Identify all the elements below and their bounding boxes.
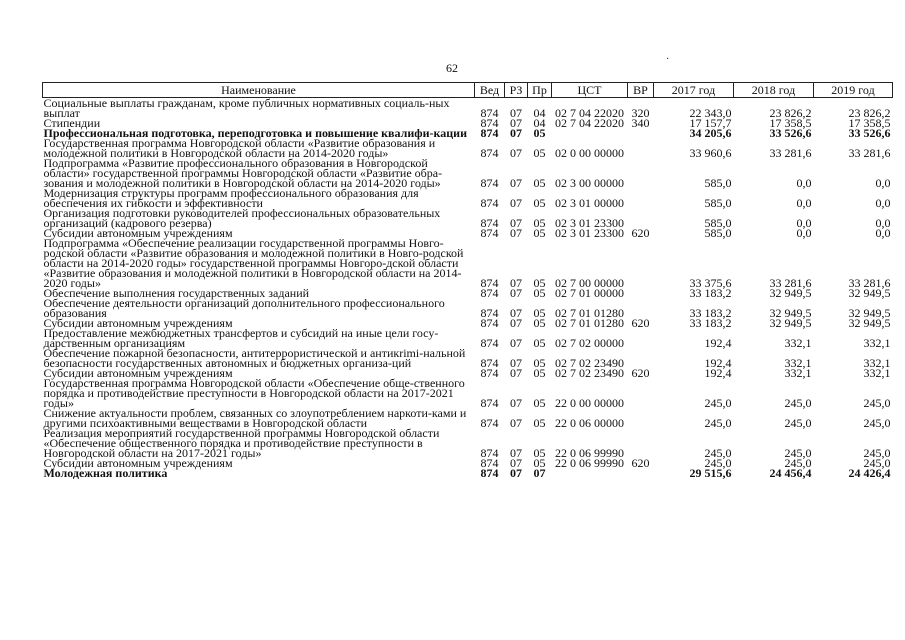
row-ved: 874	[480, 216, 499, 230]
row-2019: 245,0	[863, 456, 891, 470]
row-cst: 02 3 01 00000	[555, 196, 624, 210]
row-pr: 05	[533, 146, 546, 160]
row-2017: 192,4	[704, 366, 732, 380]
row-name: Снижение актуальности проблем, связанных со злоупотреблением наркоти-ками и другими психоактивными веществами в Новгородской области	[43, 406, 467, 430]
row-pr: 05	[533, 286, 546, 300]
row-ved: 874	[480, 316, 499, 330]
row-vr	[628, 238, 654, 288]
header-2017: 2017 год	[654, 83, 734, 98]
table-row	[43, 138, 893, 158]
row-pr: 05	[533, 196, 546, 210]
row-name: Подпрограмма «Развитие профессионального образования в Новгородской области» государственной программы Новгородской области «Развитие обра-зования и молодежной политики в Новгородской области на 2014-2020 годы»	[43, 156, 443, 190]
row-2019: 32 949,5	[848, 306, 891, 320]
row-2017: 585,0	[704, 226, 732, 240]
row-pr: 05	[533, 396, 546, 410]
row-2017: 33 183,2	[689, 306, 732, 320]
row-2019: 32 949,5	[848, 286, 891, 300]
row-vr	[628, 428, 654, 458]
row-2019: 33 526,6	[848, 126, 891, 140]
table-row	[43, 158, 893, 188]
row-cst: 02 3 01 23300	[555, 226, 624, 240]
row-2017: 17 157,7	[689, 116, 732, 130]
row-rz: 07	[510, 286, 522, 300]
row-rz: 07	[510, 196, 522, 210]
row-pr: 05	[533, 446, 546, 460]
row-2019: 332,1	[863, 366, 891, 380]
row-cst: 22 0 06 00000	[555, 416, 624, 430]
table-row	[43, 348, 893, 368]
row-2018: 33 281,6	[769, 146, 812, 160]
row-vr: 340	[631, 116, 650, 130]
row-vr	[628, 138, 654, 158]
row-rz: 07	[510, 456, 522, 470]
row-cst: 02 7 02 00000	[555, 336, 624, 350]
row-rz: 07	[510, 366, 522, 380]
row-name: Обеспечение деятельности организаций дополнительного профессионального образования	[43, 296, 445, 320]
row-cst: 02 7 01 00000	[555, 286, 624, 300]
row-ved: 874	[480, 126, 499, 140]
row-pr: 05	[533, 216, 546, 230]
row-cst: 02 7 02 23490	[555, 356, 624, 370]
row-ved: 874	[480, 286, 499, 300]
row-2018: 0,0	[796, 226, 812, 240]
page-number: 62	[446, 61, 458, 75]
table-row	[43, 208, 893, 228]
row-vr	[628, 158, 654, 188]
row-cst: 02 3 00 00000	[555, 176, 624, 190]
row-name: Государственная программа Новгородской области «Обеспечение обще-ственного порядка и противодействие преступности в Новгородской области на 2017-2021 годы»	[43, 376, 465, 410]
row-ved: 874	[480, 306, 499, 320]
row-name: Субсидии автономным учреждениям	[43, 366, 233, 380]
row-name: Субсидии автономным учреждениям	[43, 316, 233, 330]
table-row	[43, 428, 893, 458]
row-pr: 05	[533, 276, 546, 290]
row-rz: 07	[510, 446, 522, 460]
row-vr	[628, 288, 654, 298]
row-cst: 22 0 00 00000	[555, 396, 624, 410]
row-2019: 332,1	[863, 336, 891, 350]
row-ved: 874	[480, 106, 499, 120]
row-name: Социальные выплаты гражданам, кроме публичных нормативных социаль-ных выплат	[43, 96, 450, 120]
row-ved: 874	[480, 146, 499, 160]
row-2018: 332,1	[784, 366, 812, 380]
row-ved: 874	[480, 446, 499, 460]
row-pr: 05	[533, 356, 546, 370]
row-vr	[628, 208, 654, 228]
row-2017: 585,0	[704, 176, 732, 190]
header-ved: Вед	[475, 83, 505, 98]
row-pr: 05	[533, 306, 546, 320]
header-2019: 2019 год	[814, 83, 893, 98]
row-cst: 02 3 01 23300	[555, 216, 624, 230]
row-ved: 874	[480, 226, 499, 240]
row-2017: 29 515,6	[689, 466, 732, 480]
row-2019: 33 281,6	[848, 276, 891, 290]
row-2018: 24 456,4	[769, 466, 812, 480]
row-ved: 874	[480, 276, 499, 290]
row-cst: 02 7 04 22020	[555, 106, 624, 120]
row-2019: 33 281,6	[848, 146, 891, 160]
row-ved: 874	[480, 356, 499, 370]
row-name: Субсидии автономным учреждениям	[43, 456, 233, 470]
row-2017: 22 343,0	[689, 106, 732, 120]
row-pr: 05	[533, 226, 546, 240]
row-vr: 620	[631, 456, 650, 470]
table-row	[43, 98, 893, 119]
row-ved: 874	[480, 366, 499, 380]
row-2018: 32 949,5	[769, 306, 812, 320]
row-rz: 07	[510, 146, 522, 160]
header-vr: ВР	[628, 83, 654, 98]
row-ved: 874	[480, 336, 499, 350]
row-ved: 874	[480, 396, 499, 410]
row-2019: 245,0	[863, 396, 891, 410]
row-name: Организация подготовки руководителей профессиональных образовательных организаций (кадрового резерва)	[43, 206, 441, 230]
row-2017: 585,0	[704, 196, 732, 210]
header-rz: РЗ	[505, 83, 528, 98]
row-2017: 33 375,6	[689, 276, 732, 290]
row-vr	[628, 378, 654, 408]
row-rz: 07	[510, 106, 522, 120]
row-name: Обеспечение выполнения государственных заданий	[43, 286, 310, 300]
row-ved: 874	[480, 196, 499, 210]
row-2018: 245,0	[784, 446, 812, 460]
header-pr: Пр	[528, 83, 552, 98]
row-pr: 04	[533, 116, 546, 130]
row-2018: 245,0	[784, 416, 812, 430]
row-2019: 23 826,2	[848, 106, 891, 120]
row-2018: 245,0	[784, 396, 812, 410]
row-name: Профессиональная подготовка, переподготовка и повышение квалифи-кации	[43, 126, 467, 140]
table-row	[43, 328, 893, 348]
row-name: Предоставление межбюджетных трансфертов и субсидий на иные цели госу-дарственным организациям	[43, 326, 439, 350]
row-2018: 32 949,5	[769, 316, 812, 330]
row-name: Реализация мероприятий государственной программы Новгородской области «Обеспечение общественного порядка и противодействие преступности в Новгородской области на 2017-2021 годы»	[43, 426, 440, 460]
row-cst: 02 7 02 23490	[555, 366, 624, 380]
table-row	[43, 408, 893, 428]
row-vr: 320	[631, 106, 650, 120]
row-rz: 07	[510, 336, 522, 350]
row-2018: 33 526,6	[769, 126, 812, 140]
row-pr: 05	[533, 456, 546, 470]
row-ved: 874	[480, 456, 499, 470]
row-2017: 192,4	[704, 336, 732, 350]
row-2019: 24 426,4	[848, 466, 891, 480]
row-cst: 02 7 04 22020	[555, 116, 624, 130]
row-name: Субсидии автономным учреждениям	[43, 226, 233, 240]
row-rz: 07	[510, 416, 522, 430]
row-vr	[628, 328, 654, 348]
row-vr	[628, 188, 654, 208]
row-pr: 05	[533, 126, 546, 140]
row-2018: 23 826,2	[769, 106, 812, 120]
row-rz: 07	[510, 226, 522, 240]
row-rz: 07	[510, 316, 522, 330]
row-name: Модернизация структуры программ профессионального образования для обеспечения их гибкости и эффективности	[43, 186, 419, 210]
row-2018: 0,0	[796, 216, 812, 230]
row-cst: 22 0 06 99990	[555, 446, 624, 460]
row-name: Государственная программа Новгородской области «Развитие образования и молодежной политики в Новгородской области на 2014-2020 годы»	[43, 136, 436, 160]
row-2019: 32 949,5	[848, 316, 891, 330]
budget-table	[42, 82, 893, 478]
row-ved: 874	[480, 176, 499, 190]
row-pr: 05	[533, 176, 546, 190]
row-pr: 05	[533, 336, 546, 350]
row-pr: 05	[533, 416, 546, 430]
row-name: Подпрограмма «Обеспечение реализации государственной программы Новго-родской области «Развитие образования и молодежной политики в Новго-родской области на 2014-2020 годы» государственной программы Новгоро-дской области «Развитие образования и молодежной политики в Новгородской области на 2014-2020 годы»	[43, 236, 464, 290]
row-rz: 07	[510, 176, 522, 190]
row-2019: 245,0	[863, 416, 891, 430]
row-2018: 332,1	[784, 356, 812, 370]
row-2019: 332,1	[863, 356, 891, 370]
row-pr: 05	[533, 316, 546, 330]
row-cst: 22 0 06 99990	[555, 456, 624, 470]
row-cst: 02 7 01 01280	[555, 306, 624, 320]
row-pr: 07	[533, 466, 546, 480]
row-rz: 07	[510, 356, 522, 370]
header-name: Наименование	[43, 83, 475, 98]
row-pr: 05	[533, 366, 546, 380]
row-2018: 245,0	[784, 456, 812, 470]
row-name: Молодежная политика	[43, 466, 168, 480]
row-vr	[628, 348, 654, 368]
row-2018: 17 358,5	[769, 116, 812, 130]
row-2017: 245,0	[704, 446, 732, 460]
page-mark: ·	[666, 54, 670, 65]
row-2017: 33 960,6	[689, 146, 732, 160]
row-2018: 0,0	[796, 196, 812, 210]
row-rz: 07	[510, 276, 522, 290]
row-2017: 245,0	[704, 456, 732, 470]
row-2019: 0,0	[875, 196, 891, 210]
row-2018: 0,0	[796, 176, 812, 190]
row-pr: 04	[533, 106, 546, 120]
row-2019: 245,0	[863, 446, 891, 460]
row-vr	[628, 408, 654, 428]
row-2017: 33 183,2	[689, 316, 732, 330]
row-rz: 07	[510, 306, 522, 320]
row-cst: 02 7 00 00000	[555, 276, 624, 290]
row-cst: 02 0 00 00000	[555, 146, 624, 160]
row-2018: 33 281,6	[769, 276, 812, 290]
row-2017: 192,4	[704, 356, 732, 370]
row-rz: 07	[510, 396, 522, 410]
row-rz: 07	[510, 116, 522, 130]
table-row	[43, 238, 893, 288]
table-row	[43, 188, 893, 208]
row-2017: 245,0	[704, 396, 732, 410]
row-ved: 874	[480, 116, 499, 130]
row-2019: 0,0	[875, 216, 891, 230]
table-row	[43, 298, 893, 318]
row-rz: 07	[510, 126, 522, 140]
row-2017: 34 205,6	[689, 126, 732, 140]
row-cst: 02 7 01 01280	[555, 316, 624, 330]
row-name: Стипендии	[43, 116, 101, 130]
row-ved: 874	[480, 466, 499, 480]
row-2018: 332,1	[784, 336, 812, 350]
header-2018: 2018 год	[734, 83, 814, 98]
row-vr: 620	[631, 316, 650, 330]
row-2017: 585,0	[704, 216, 732, 230]
header-cst: ЦСТ	[552, 83, 628, 98]
row-rz: 07	[510, 466, 522, 480]
row-2018: 32 949,5	[769, 286, 812, 300]
table-row	[43, 458, 893, 468]
row-2019: 0,0	[875, 176, 891, 190]
row-2017: 33 183,2	[689, 286, 732, 300]
row-vr: 620	[631, 366, 650, 380]
row-vr: 620	[631, 226, 650, 240]
row-2019: 0,0	[875, 226, 891, 240]
row-rz: 07	[510, 216, 522, 230]
row-2019: 17 358,5	[848, 116, 891, 130]
row-name: Обеспечение пожарной безопасности, антитеррористической и антикrimi-нальной безопасности государственных автономных и бюджетных организа-ций	[43, 346, 466, 370]
row-vr	[628, 298, 654, 318]
table-row	[43, 378, 893, 408]
row-2017: 245,0	[704, 416, 732, 430]
row-ved: 874	[480, 416, 499, 430]
